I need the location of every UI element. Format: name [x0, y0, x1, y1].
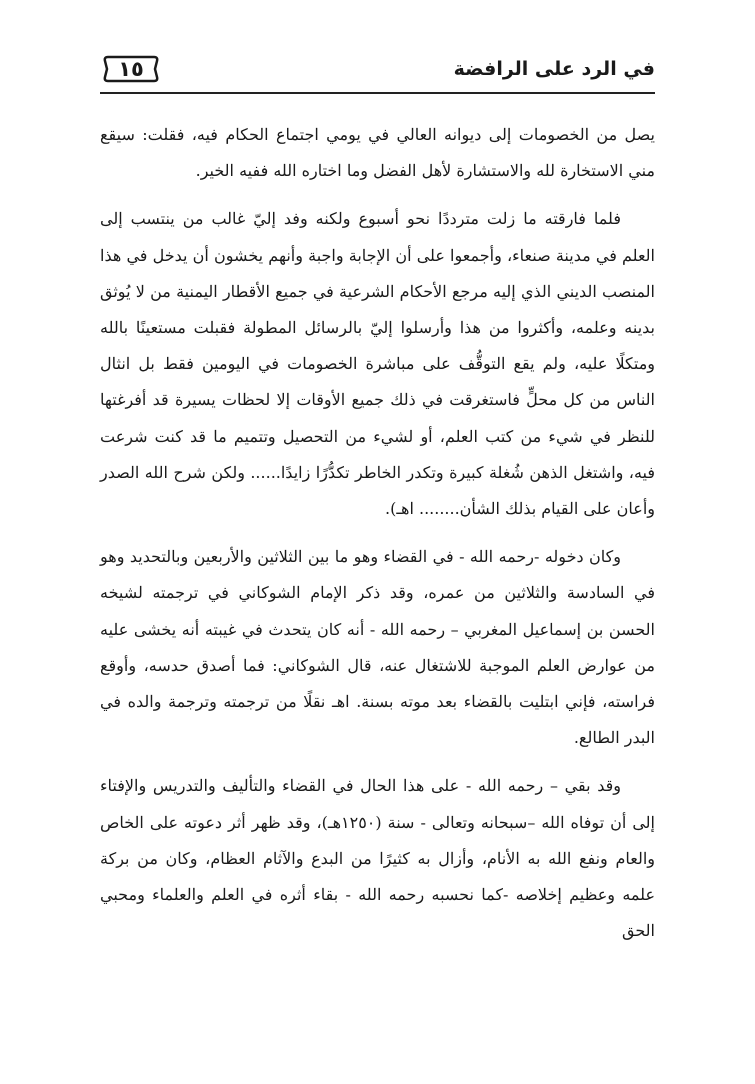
paragraph-3: وكان دخوله -رحمه الله - في القضاء وهو ما بين الثلاثين والأربعين وبالتحديد وهو في السادسة والثلاثين من عمره، وقد ذكر الإمام الشوكاني في ترجمته لشيخه الحسن بن إسماعيل المغربي – رحمه الله - أنه كان يتحدث في غيبته أنه يخشى عليه من عوارض العلم الموجبة للاشتغال عنه، قال الشوكاني: فما أصدق حدسه، وأوقع فراسته، فإني ابتليت بالقضاء بعد موته بسنة. اهـ نقلًا من ترجمته وترجمة والده في البدر الطالع.: [100, 547, 655, 748]
paragraph-2: فلما فارقته ما زلت مترددًا نحو أسبوع ولكنه وفد إليّ غالب من ينتسب إلى العلم في مدينة صنعاء، وأجمعوا على أن الإجابة واجبة وأنهم يخشون أن يدخل في هذا المنصب الديني الذي إليه مرجع الأحكام الشرعية في جميع الأقطار اليمنية من لا يُوثق بدينه وعلمه، وأكثروا من هذا وأرسلوا إليّ بالرسائل المطولة فقبلت مستعينًا بالله ومتكلًا عليه، ولم يقع التوقُّف على مباشرة الخصومات في اليومين فقط بل انثال الناس من كل محلٍّ فاستغرقت في ذلك جميع الأوقات إلا لحظات يسيرة قد أفرغتها للنظر في شيء من كتب العلم، أو لشيء من التحصيل وتتميم ما قد كنت شرعت فيه، واشتغل الذهن شُغلة كبيرة وتكدر الخاطر تكدُّرًا زايدًا...... ولكن شرح الله الصدر وأعان على القيام بذلك الشأن........ اهـ).: [100, 209, 655, 519]
paragraph-1: يصل من الخصومات إلى ديوانه العالي في يومي اجتماع الحكام فيه، فقلت: سيقع مني الاستخارة لله والاستشارة لأهل الفضل وما اختاره الله ففيه الخير.: [100, 125, 655, 181]
header-rule: [100, 92, 655, 94]
running-header-title: في الرد على الرافضة: [453, 58, 655, 80]
body-text: [100, 117, 655, 949]
page-number-frame: [102, 54, 160, 84]
page-number: ١٥: [118, 56, 144, 81]
running-header: [100, 52, 655, 94]
paragraph-4: وقد بقي – رحمه الله - على هذا الحال في القضاء والتأليف والتدريس والإفتاء إلى أن توفاه الله –سبحانه وتعالى - سنة (١٢٥٠هـ)، وقد ظهر أثر دعوته على الخاص والعام ونفع الله به الأنام، وأزال به كثيرًا من البدع والآثام العظام، وكان من بركة علمه وعظيم إخلاصه -كما نحسبه رحمه الله - بقاء أثره في العلم والعلماء ومحبي الحق: [100, 776, 656, 941]
